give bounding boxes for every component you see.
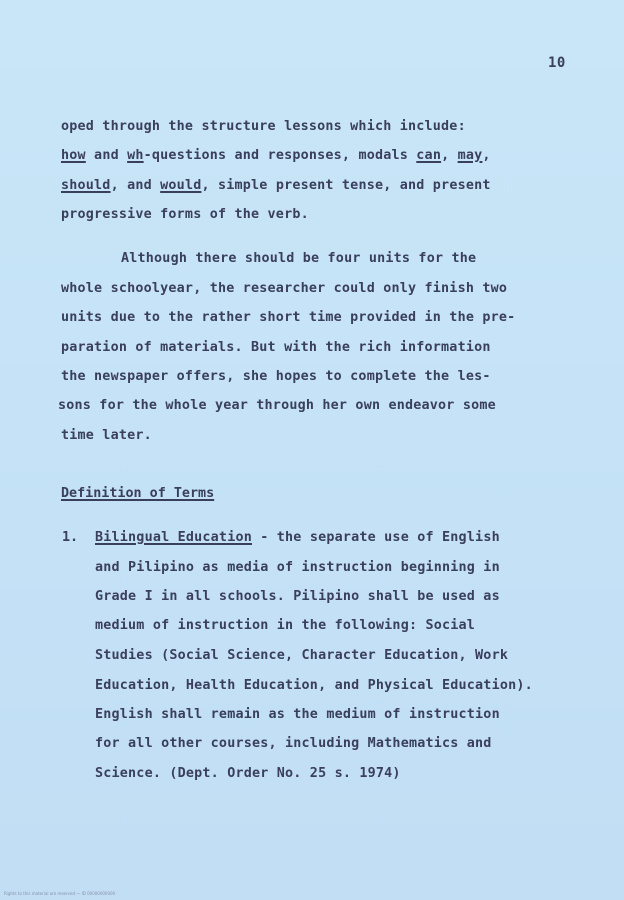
underlined-word: would [160, 178, 202, 193]
text-span: , and [110, 178, 161, 193]
paragraph-line [61, 148, 491, 164]
definition-first-line [95, 530, 500, 546]
underlined-word: should [61, 178, 111, 193]
definition-line: Grade I in all schools. Pilipino shall be used as [95, 589, 500, 604]
paragraph-line: progressive forms of the verb. [61, 207, 309, 222]
definition-line: Studies (Social Science, Character Education, Work [95, 648, 509, 663]
paragraph-line: time later. [61, 428, 152, 443]
definition-line: Education, Health Education, and Physical Education). [95, 678, 533, 693]
underlined-word: how [61, 148, 86, 163]
paragraph-line: oped through the structure lessons which include: [61, 119, 466, 134]
scan-footer-text: Rights to this material are reserved — ID 00000000000 [4, 891, 116, 896]
text-span: and [85, 148, 128, 163]
text-span: , [441, 148, 458, 163]
underlined-word: wh [127, 148, 144, 163]
paragraph-line [61, 178, 491, 194]
definition-line: Science. (Dept. Order No. 25 s. 1974) [95, 766, 401, 781]
text-span: -questions and responses, modals [143, 148, 417, 163]
definition-line: for all other courses, including Mathematics and [95, 736, 492, 751]
text-span: , simple present tense, and present [201, 178, 491, 193]
paragraph-line: the newspaper offers, she hopes to complete the les- [61, 369, 491, 384]
paragraph-line: paration of materials. But with the rich information [61, 340, 491, 355]
definition-line: and Pilipino as media of instruction beginning in [95, 560, 500, 575]
definition-line: English shall remain as the medium of instruction [95, 707, 500, 722]
underlined-word: can [416, 148, 442, 163]
section-heading: Definition of Terms [61, 486, 215, 501]
paragraph-line: units due to the rather short time provided in the pre- [61, 310, 516, 325]
list-number: 1. [62, 530, 79, 545]
page-number: 10 [548, 55, 566, 71]
paragraph-line: whole schoolyear, the researcher could only finish two [61, 281, 508, 296]
paragraph-line: Although there should be four units for the [121, 251, 477, 266]
text-span: , [482, 148, 491, 163]
text-span: - the separate use of English [251, 530, 500, 545]
definition-line: medium of instruction in the following: Social [95, 618, 476, 633]
underlined-word: may [457, 148, 483, 163]
paragraph-line: sons for the whole year through her own endeavor some [58, 398, 496, 413]
definition-term: Bilingual Education [95, 530, 252, 545]
